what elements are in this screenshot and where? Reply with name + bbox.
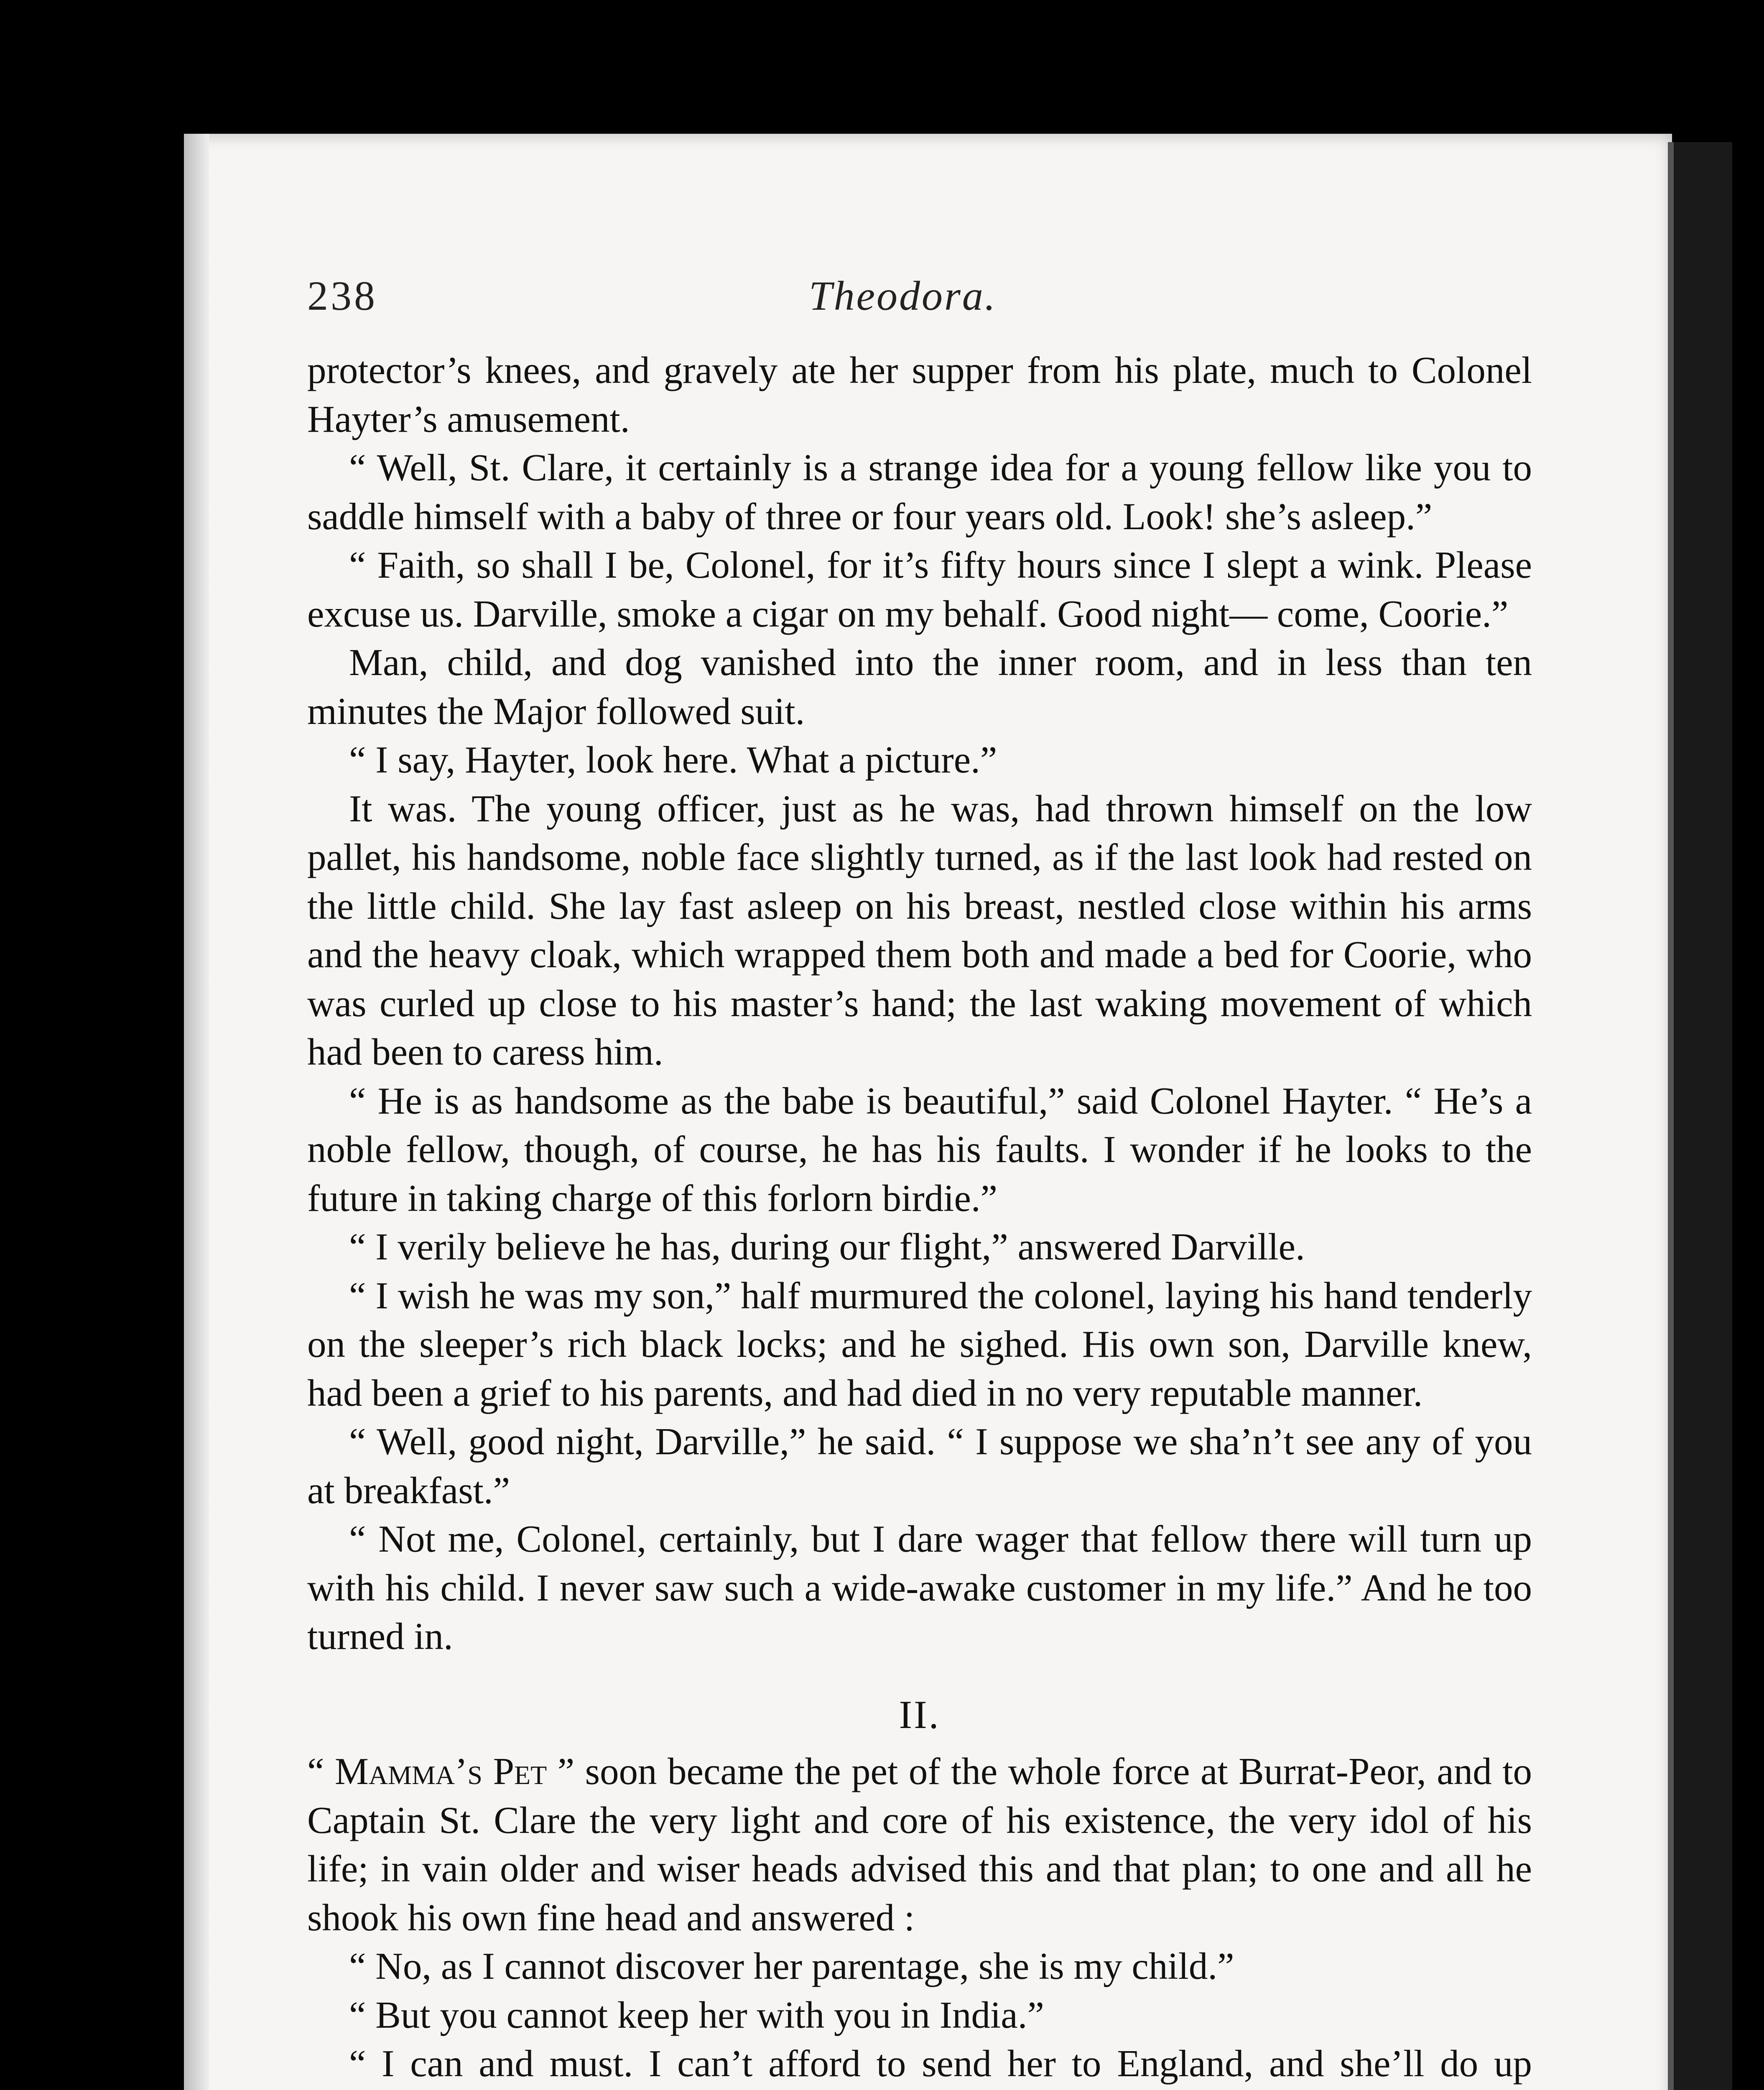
page-number: 238 bbox=[307, 273, 377, 319]
paragraph: “ I wish he was my son,” half murmured the colonel, laying his hand tenderly on the sleeper’s rich black locks; and he sighed. His own son, Darville knew, had been a grief to his parents, and had died in no very reputable manner. bbox=[307, 1274, 1532, 1414]
section-lead-smallcaps: “ Mamma’s Pet ” bbox=[307, 1750, 575, 1792]
paragraph: “ No, as I cannot discover her parentage, she is my child.” bbox=[349, 1945, 1234, 1987]
running-header bbox=[307, 272, 1018, 326]
paragraph: “ I can and must. I can’t afford to send her to England, and she’ll do up bbox=[349, 2042, 1532, 2085]
paragraph: “ Not me, Colonel, certainly, but I dare wager that fellow there will turn up with his child. I never saw such a wide-awake customer in my life.” And he too turned in. bbox=[307, 1518, 1532, 1657]
running-title: Theodora. bbox=[809, 273, 997, 319]
paragraph: “ He is as handsome as the babe is beautiful,” said Colonel Hayter. “ He’s a noble fellow, though, of course, he has his faults. I wonder if he looks to the future in taking charge of this forlorn birdie.” bbox=[307, 1079, 1532, 1219]
paragraph: “ But you cannot keep her with you in India.” bbox=[349, 1993, 1044, 2036]
page-binding-edge bbox=[184, 134, 209, 2090]
paragraph: “ Faith, so shall I be, Colonel, for it’s fifty hours since I slept a wink. Please excuse us. Darville, smoke a cigar on my behalf. Good night— come, Coorie.” bbox=[307, 544, 1532, 635]
paragraph bbox=[307, 1747, 1532, 1942]
page-body bbox=[307, 346, 1532, 2090]
paragraph: “ Well, good night, Darville,” he said. “ I suppose we sha’n’t see any of you at breakfast.” bbox=[307, 1420, 1532, 1511]
paragraph: Man, child, and dog vanished into the inner room, and in less than ten minutes the Major followed suit. bbox=[307, 641, 1532, 732]
section-first-text: soon became the pet of the whole force at Burrat-Peor, and to Captain St. Clare the very light and core of his existence, the very idol of his life; in vain older and wiser heads advised this and that plan; to one and all he shook his own fine head and answered : bbox=[307, 1750, 1532, 1939]
paragraph: It was. The young officer, just as he was, had thrown himself on the low pallet, his handsome, noble face slightly turned, as if the last look had rested on the little child. She lay fast asleep on his breast, nestled close within his arms and the heavy cloak, which wrapped them both and made a bed for Coorie, who was curled up close to his master’s hand; the last waking movement of which had been to caress him. bbox=[307, 787, 1532, 1073]
paragraph: “ I say, Hayter, look here. What a picture.” bbox=[349, 739, 997, 781]
paragraph: “ I verily believe he has, during our flight,” answered Darville. bbox=[349, 1226, 1305, 1268]
section-heading: II. bbox=[899, 1692, 941, 1737]
paragraph: protector’s knees, and gravely ate her supper from his plate, much to Colonel Hayter’s amusement. bbox=[307, 349, 1532, 440]
adjacent-page-edge bbox=[1668, 142, 1732, 2090]
paragraph: “ Well, St. Clare, it certainly is a strange idea for a young fellow like you to saddle himself with a baby of three or four years old. Look! she’s asleep.” bbox=[307, 446, 1532, 538]
